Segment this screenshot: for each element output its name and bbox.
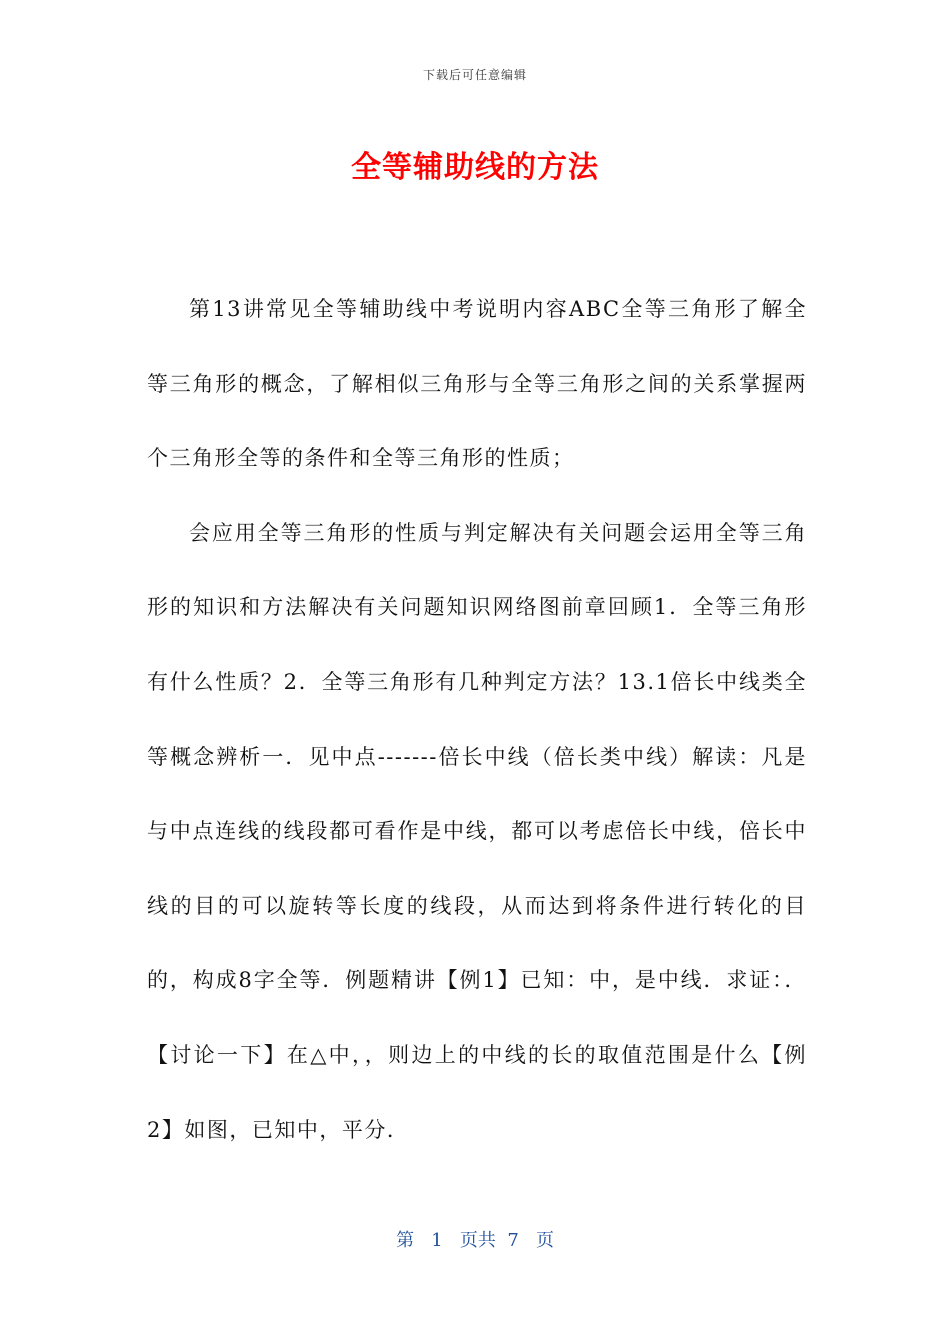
footer-page-prefix: 第 [396,1230,415,1251]
paragraph-1: 第13讲常见全等辅助线中考说明内容ABC全等三角形了解全等三角形的概念，了解相似三角形与全等三角形之间的关系掌握两个三角形全等的条件和全等三角形的性质； [147,297,807,471]
footer-page-middle: 页共 [459,1230,496,1251]
page-footer [0,1226,950,1252]
document-title: 全等辅助线的方法 [351,150,599,185]
footer-total-pages: 7 [507,1230,519,1251]
document-body [147,272,807,1167]
paragraph-2: 会应用全等三角形的性质与判定解决有关问题会运用全等三角形的知识和方法解决有关问题知识网络图前章回顾1．全等三角形有什么性质？2．全等三角形有几种判定方法？13.1倍长中线类全等概念辨析一．见中点-------倍长中线（倍长类中线）解读：凡是与中点连线的线段都可看作是中线，都可以考虑倍长中线，倍长中线的目的可以旋转等长度的线段，从而达到将条件进行转化的目的，构成8字全等．例题精讲【例1】已知：中，是中线．求证：．【讨论一下】在△中，，则边上的中线的长的取值范围是什么【例2】如图，已知中，平分． [147,520,807,1142]
header-note: 下载后可任意编辑 [422,68,527,82]
footer-current-page: 1 [431,1230,443,1251]
footer-page-suffix: 页 [535,1230,554,1251]
